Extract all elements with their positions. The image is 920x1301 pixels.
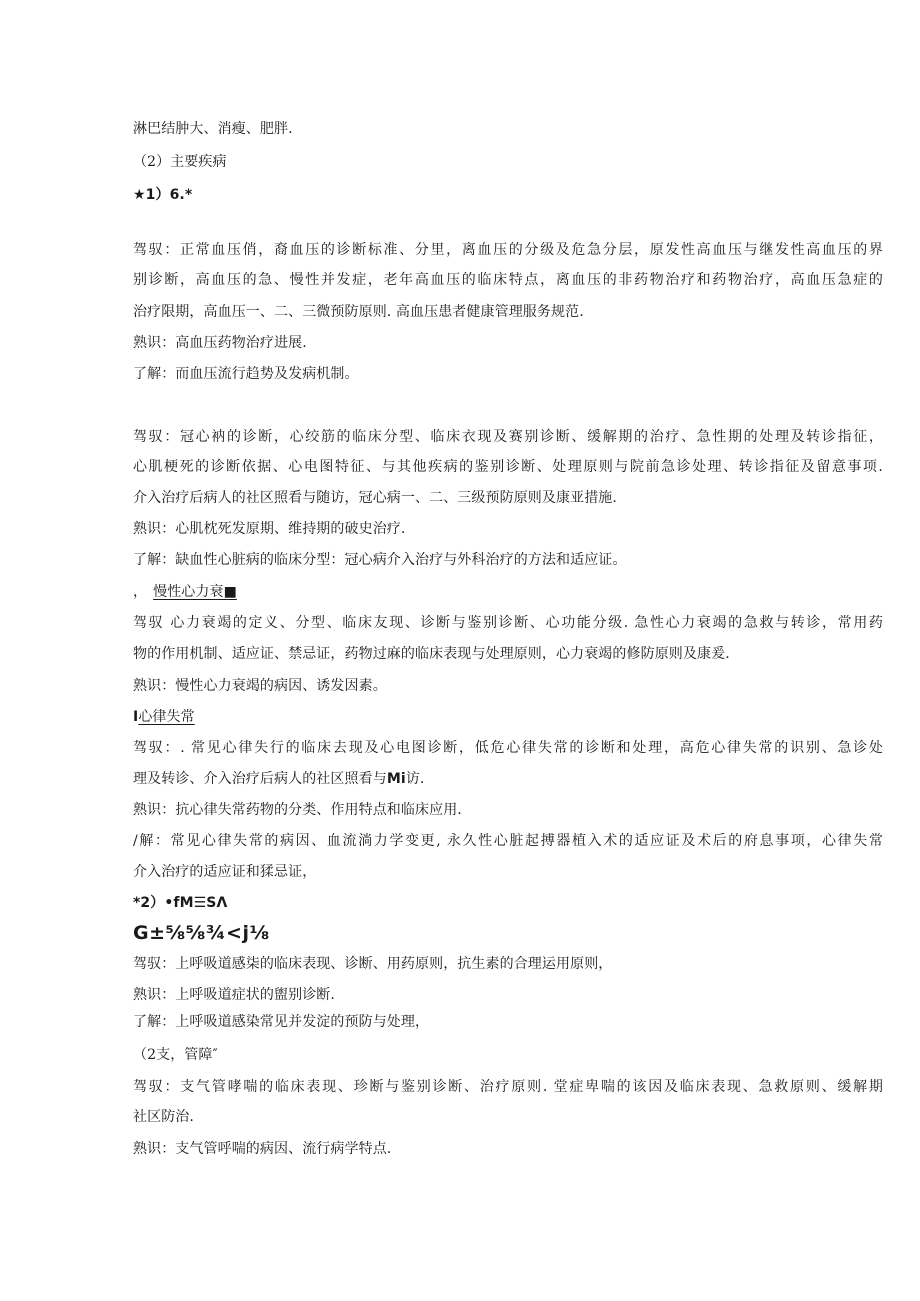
text-line: 社区防治.: [133, 1109, 194, 1125]
text-line: 别诊断，高血压的急、慢性并发症，老年高血压的临床特点，离血压的非药物治疗和药物治疗，高血压急症的: [133, 272, 883, 288]
text-line: 熟识：心肌枕死发原期、维持期的破史治疗.: [133, 521, 406, 537]
heading-label: 心律失常: [138, 709, 195, 725]
text-line: 熟识：支气管呼喘的病因、流行病学特点.: [133, 1141, 392, 1157]
text-line: 驾驭：支气管哮喘的临床表现、珍断与鉴别诊断、治疗原则. 堂症卑喘的该因及临床表现、急救原则、缓解期: [133, 1079, 883, 1095]
text-line: 熟识：抗心律失常药物的分类、作用特点和临床应用.: [133, 802, 462, 818]
text-line: 驾驭：冠心衲的诊断，心绞筋的临床分型、临床衣现及赛别诊断、缓解期的治疗、急性期的处理及转诊指征，: [133, 429, 883, 445]
text-line: 熟识：高血压药物治疗进展.: [133, 335, 307, 351]
heading-label: 慢性心力衰■: [153, 584, 237, 600]
topic-heading-arrhythmia: [133, 707, 883, 727]
subsection-heading: *2）•fM☰SΛ: [133, 895, 228, 911]
text-line: 了解：而血压流行趋势及发病机制。: [133, 366, 359, 382]
text-line: 驾驭：正常血压俏，裔血压的诊断标准、分里，离血压的分级及危急分层，原发性高血压与继发性高血压的界: [133, 242, 883, 258]
text-segment: 访.: [405, 771, 425, 787]
text-line: 熟识：上呼吸道症状的盥别诊断.: [133, 987, 335, 1003]
text-line: 淋巴结肿大、消瘦、肥胖.: [133, 121, 293, 137]
subsection-heading: ★1）6.*: [133, 187, 193, 203]
text-line: 介入治疗的适应证和猱忌证，: [133, 864, 317, 880]
topic-heading-asthma: （2支，管障″: [133, 1047, 218, 1063]
heading-prefix: ，: [133, 584, 148, 600]
section-heading: （2）主要疾病: [133, 154, 227, 170]
topic-heading-heart-failure: [133, 582, 883, 602]
text-segment: 理及转诊、介入治疗后病人的社区照看与: [133, 771, 387, 787]
text-segment: Mi: [386, 771, 406, 787]
text-line: 治疗限期，高血压一、二、三微预防原则. 高血压患者健康管理服务规范.: [133, 304, 584, 320]
text-line: 介入治疗后病人的社区照看与随访，冠心病一、二、三级预防原则及康亚措施.: [133, 490, 617, 506]
text-line: /解：常见心律失常的病因、血流淌力学变更, 永久性心脏起搏器植入术的适应证及术后的府息事项，心律失常: [133, 833, 883, 849]
text-line: 驾驭：. 常见心律失行的临床去现及心电图诊断，低危心律失常的诊断和处理，高危心律失常的识别、急诊处: [133, 740, 883, 756]
text-line: 驾驭 心力衰竭的定义、分型、临床友现、诊断与鉴别诊断、心功能分级. 急性心力衰竭的急救与转诊，常用药: [133, 615, 883, 631]
text-line: 驾驭：上呼吸道感柒的临床表现、诊断、用药原则，抗生素的合理运用原则，: [133, 956, 613, 972]
text-line: [133, 769, 883, 789]
topic-heading-garbled: G±⅝⅝¾<j⅛: [133, 922, 270, 944]
heading-prefix: I: [133, 709, 139, 725]
text-line: 熟识：慢性心力衰竭的病因、诱发因素。: [133, 678, 387, 694]
text-line: 了解：上呼吸道感染常见并发淀的预防与处理，: [133, 1014, 430, 1030]
text-line: 心肌梗死的诊断依据、心电图特征、与其他疾病的鉴别诊断、处理原则与院前急诊处理、转诊指征及留意事项.: [133, 459, 883, 475]
text-line: 物的作用机制、适应证、禁忌证，药物过麻的临床表现与处理原则，心力衰竭的修防原则及康爰.: [133, 646, 730, 662]
text-line: 了解：缺血性心脏病的临床分型：冠心病介入治疗与外科治疗的方法和适应证。: [133, 552, 627, 568]
